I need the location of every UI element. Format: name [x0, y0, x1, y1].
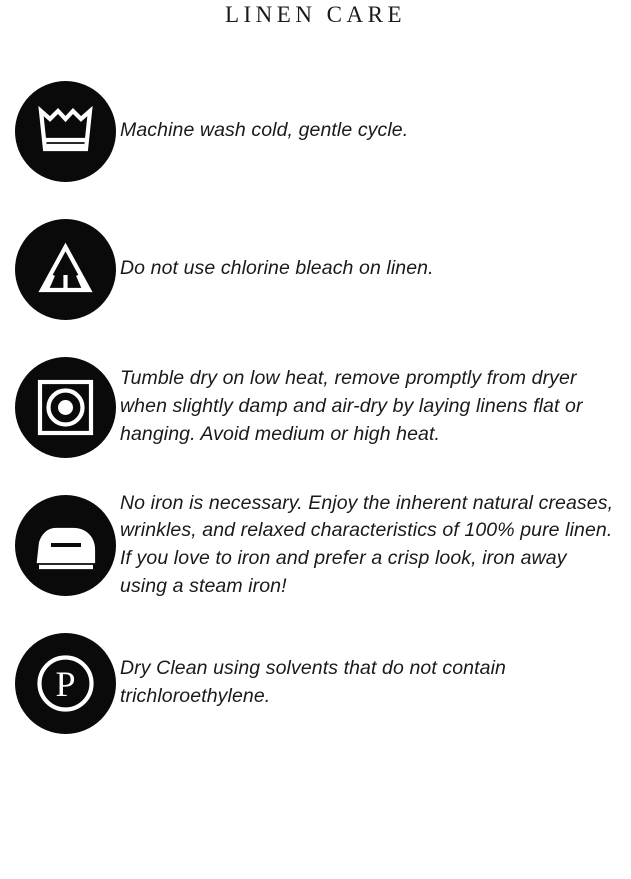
care-instruction-item [0, 486, 631, 604]
text-container [120, 72, 631, 190]
no-bleach-triangle-icon [15, 219, 116, 320]
care-instruction-text: No iron is necessary. Enjoy the inherent natural creases, wrinkles, and relaxed characteristics of 100% pure linen. If you love to iron and prefer a crisp look, iron away using a steam iron! [120, 491, 614, 597]
care-instruction-text: Do not use chlorine bleach on linen. [120, 257, 434, 280]
svg-text:P: P [54, 663, 76, 704]
text-container [120, 486, 631, 604]
page-title: LINEN CARE [224, 2, 407, 27]
care-instruction-item [0, 72, 631, 190]
care-instruction-text: Machine wash cold, gentle cycle. [120, 119, 409, 142]
icon-container [10, 72, 120, 190]
care-instruction-item [0, 624, 631, 742]
icon-container [10, 486, 120, 604]
washing-machine-tub-icon [15, 81, 116, 182]
care-instruction-text: Dry Clean using solvents that do not contain trichloroethylene. [120, 657, 506, 707]
icon-container [10, 348, 120, 466]
iron-icon [15, 495, 116, 596]
text-container [120, 624, 631, 742]
care-instruction-item [0, 210, 631, 328]
care-instruction-list [0, 72, 631, 742]
care-instruction-item [0, 348, 631, 466]
dry-clean-p-circle-icon [15, 633, 116, 734]
icon-container [10, 624, 120, 742]
care-instruction-text: Tumble dry on low heat, remove promptly from dryer when slightly damp and air-dry by laying linens flat or hanging. Avoid medium or high heat. [120, 367, 583, 445]
text-container [120, 348, 631, 466]
text-container [120, 210, 631, 328]
icon-container [10, 210, 120, 328]
tumble-dry-low-icon [15, 357, 116, 458]
